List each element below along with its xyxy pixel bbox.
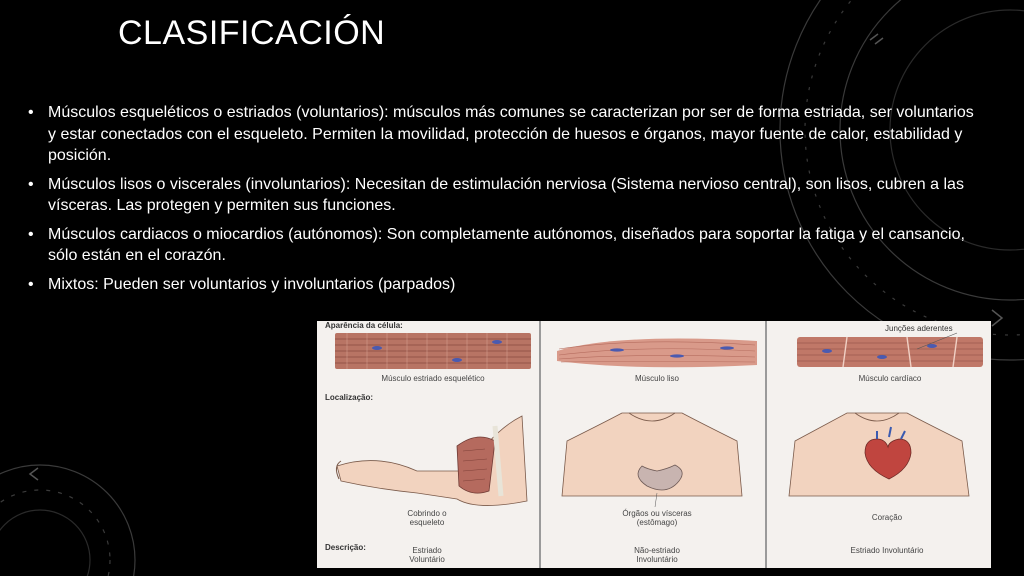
bullet-item [26, 224, 976, 267]
bullet-text: Músculos lisos o viscerales (involuntarios): Necesitan de estimulación nerviosa (Sistema nervioso central), son lisos, cubren a las vísceras. Las protegen y permiten sus funciones. [48, 175, 964, 214]
figure-illustrations [317, 321, 991, 568]
bullet-dot: • [28, 225, 34, 243]
location-caption: Coração [871, 513, 903, 522]
cardiac-tissue-illustration [797, 333, 983, 367]
location-caption: Cobrindo o esqueleto [407, 509, 447, 527]
muscle-types-figure [317, 321, 991, 568]
arm-illustration [336, 416, 527, 506]
bullet-dot: • [28, 275, 34, 293]
description-value: Estriado Voluntário [409, 546, 445, 564]
bullet-text: Músculos cardiacos o miocardios (autónomos): Son completamente autónomos, diseñados para soportar la fatiga y el cansancio, sólo están en el corazón. [48, 225, 965, 264]
cell-heading: Aparência da célula: [325, 321, 403, 330]
torso-stomach-illustration [562, 413, 742, 507]
bullet-item [26, 174, 976, 217]
bullet-item [26, 274, 976, 296]
location-caption: Órgãos ou vísceras (estômago) [622, 509, 692, 527]
skeletal-tissue-illustration [335, 333, 531, 369]
bullet-dot: • [28, 104, 34, 121]
description-value: Não-estriado Involuntário [634, 546, 680, 564]
bullet-text: Mixtos: Pueden ser voluntarios y involuntarios (parpados) [48, 275, 456, 293]
bullet-text: Músculos esqueléticos o estriados (voluntarios): músculos más comunes se caracterizan por ser de forma estriada, ser voluntarios y estar conectados con el esqueleto. Permiten la movilidad, protección de huesos e órganos, mayor fuente de calor, estabilidad y posición. [48, 104, 974, 164]
description-value: Estriado Involuntário [850, 546, 924, 555]
bullet-list [26, 102, 976, 302]
bullet-dot: • [28, 175, 34, 193]
junctions-label: Junções aderentes [885, 324, 953, 333]
cell-caption: Músculo cardíaco [858, 374, 922, 383]
description-heading: Descrição: [325, 543, 366, 552]
smooth-tissue-illustration [557, 339, 757, 368]
bullet-item [26, 102, 976, 167]
cell-caption: Músculo estriado esquelético [381, 374, 485, 383]
slide-title: CLASIFICACIÓN [118, 14, 386, 52]
torso-heart-illustration [789, 413, 969, 496]
location-heading: Localização: [325, 393, 374, 402]
cell-caption: Músculo liso [634, 374, 679, 383]
